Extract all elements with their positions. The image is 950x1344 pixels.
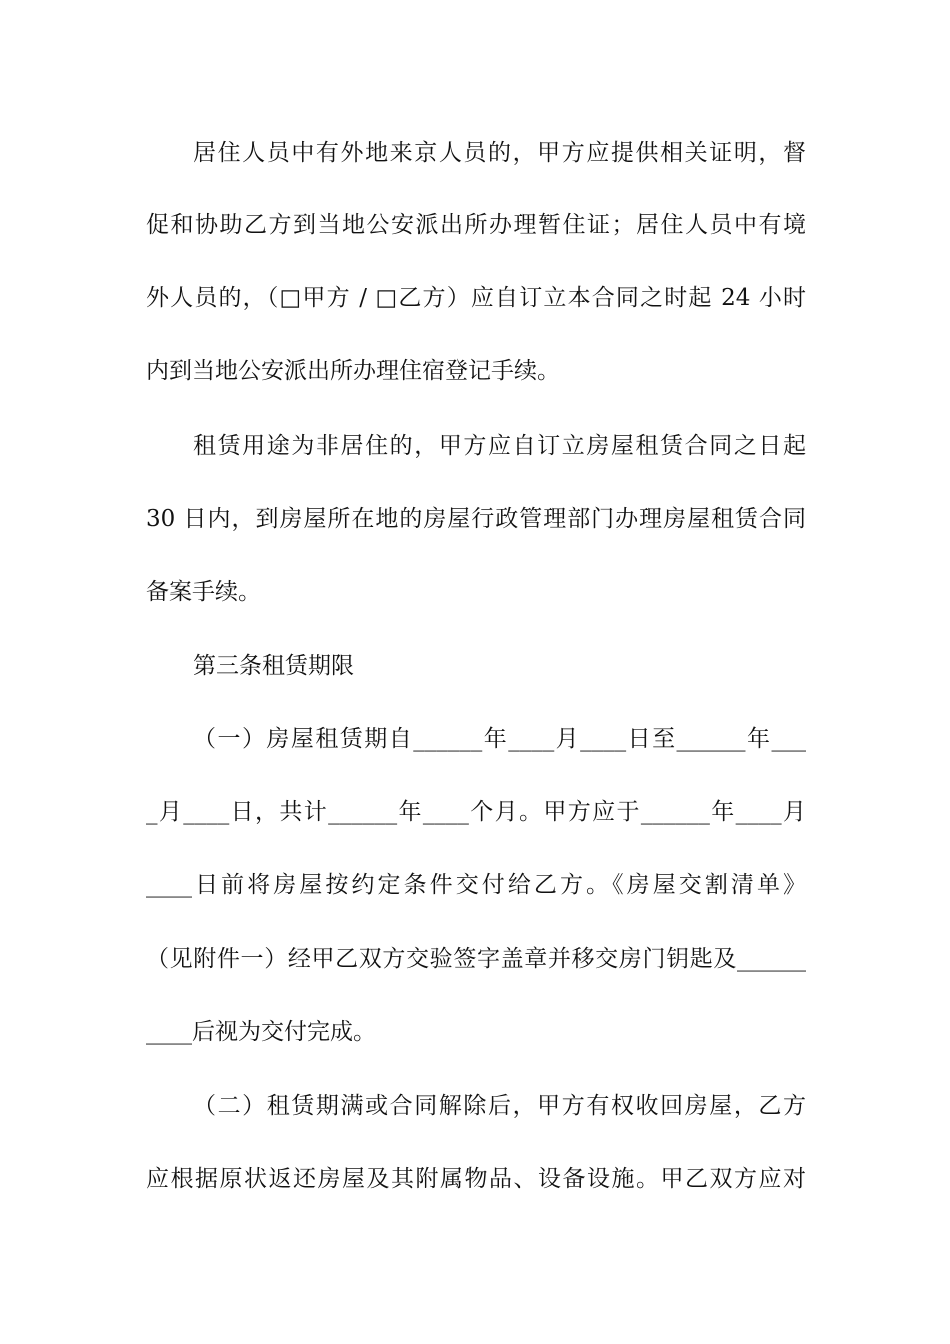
paragraph-line: 30 日内，到房屋所在地的房屋行政管理部门办理房屋租赁合同 [146,506,806,532]
paragraph-line: 居住人员中有外地来京人员的，甲方应提供相关证明，督 [193,140,806,166]
paragraph-line: 外人员的，（□甲方 / □乙方）应自订立本合同之时起 24 小时 [146,285,806,311]
paragraph-line: 备案手续。 [146,579,261,605]
paragraph-line: _月____日，共计______年____个月。甲方应于______年____月 [146,799,806,825]
paragraph-line: ____日前将房屋按约定条件交付给乙方。《房屋交割清单》 [146,872,806,898]
section-heading: 第三条租赁期限 [193,653,354,679]
paragraph-line: 应根据原状返还房屋及其附属物品、设备设施。甲乙双方应对 [146,1166,806,1192]
paragraph-line: 租赁用途为非居住的，甲方应自订立房屋租赁合同之日起 [193,433,806,459]
paragraph-line: ____后视为交付完成。 [146,1019,376,1045]
paragraph-line: （二）租赁期满或合同解除后，甲方有权收回房屋，乙方 [193,1093,806,1119]
paragraph-line: 内到当地公安派出所办理住宿登记手续。 [146,358,560,384]
paragraph-line: 促和协助乙方到当地公安派出所办理暂住证；居住人员中有境 [146,212,806,238]
paragraph-line: （见附件一）经甲乙双方交验签字盖章并移交房门钥匙及______ [146,946,806,972]
paragraph-line: （一）房屋租赁期自______年____月____日至______年___ [193,726,806,752]
